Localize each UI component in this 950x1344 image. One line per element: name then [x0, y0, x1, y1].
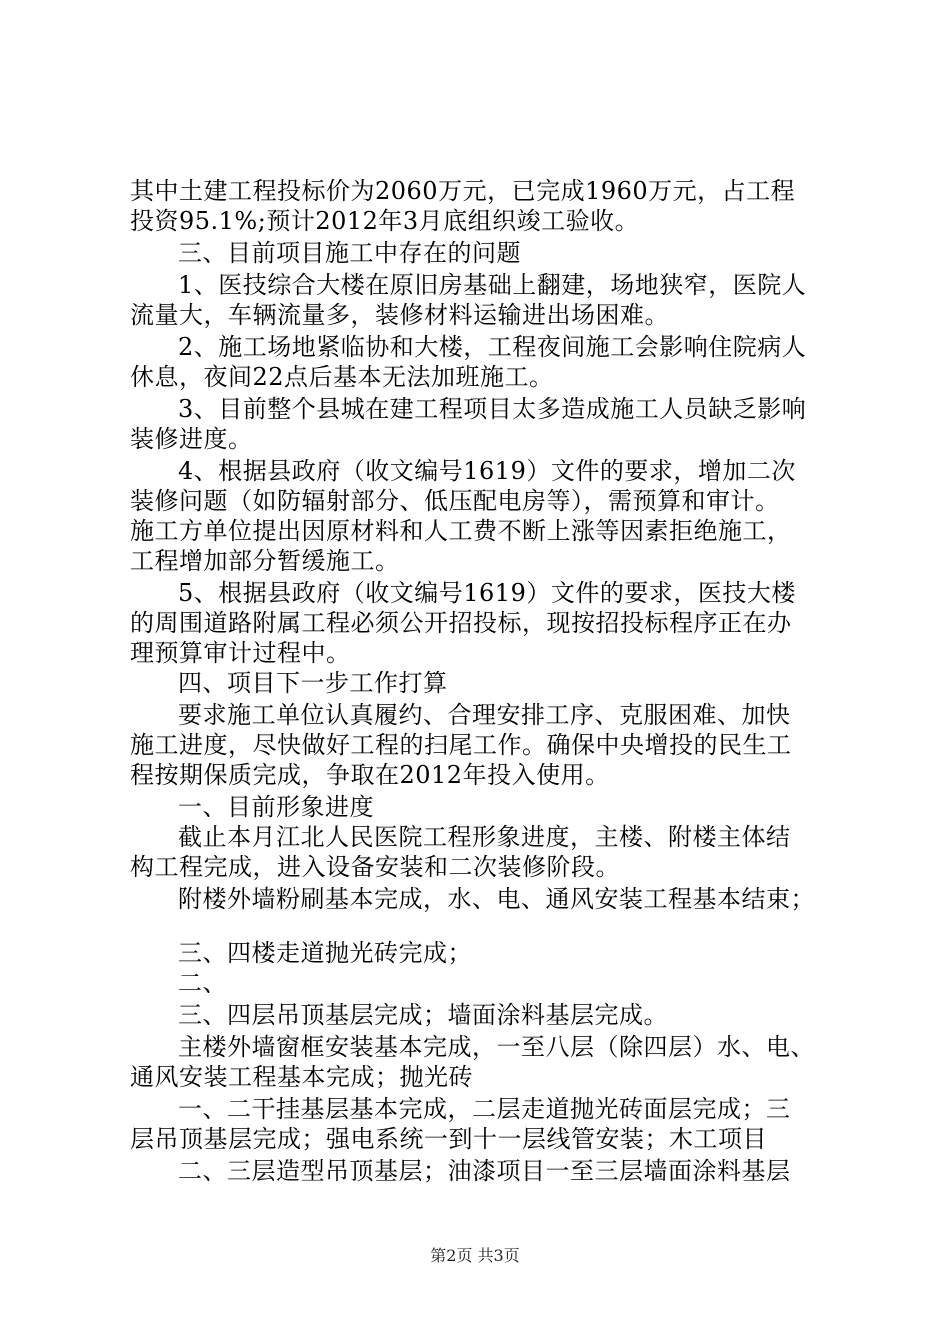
text-line: 程按期保质完成，争取在2012年投入使用。 [130, 761, 610, 789]
text-line: 三、四楼走道抛光砖完成； [178, 939, 472, 967]
section-heading: 四、项目下一步工作打算 [178, 669, 448, 697]
section-heading: 三、目前项目施工中存在的问题 [178, 239, 521, 267]
text-line: 三、四层吊顶基层完成；墙面涂料基层完成。 [178, 1001, 668, 1029]
section-heading: 一、目前形象进度 [178, 793, 374, 821]
text-line: 截止本月江北人民医院工程形象进度，主楼、附楼主体结 [178, 823, 791, 851]
text-line: 二、 [178, 969, 227, 997]
text-line: 通风安装工程基本完成；抛光砖 [130, 1063, 473, 1091]
text-line: 装修进度。 [130, 425, 253, 453]
text-line: 4、根据县政府（收文编号1619）文件的要求，增加二次 [178, 457, 796, 485]
text-line: 工程增加部分暂缓施工。 [130, 547, 400, 575]
text-line: 的周围道路附属工程必须公开招投标，现按招投标程序正在办 [130, 609, 792, 637]
text-line: 二、三层造型吊顶基层；油漆项目一至三层墙面涂料基层 [178, 1157, 791, 1185]
text-line: 附楼外墙粉刷基本完成，水、电、通风安装工程基本结束； [178, 885, 815, 913]
text-line: 5、根据县政府（收文编号1619）文件的要求，医技大楼 [178, 579, 796, 607]
text-line: 2、施工场地紧临协和大楼，工程夜间施工会影响住院病人 [178, 333, 807, 361]
text-line: 理预算审计过程中。 [130, 639, 351, 667]
text-line: 层吊顶基层完成；强电系统一到十一层线管安装；木工项目 [130, 1125, 767, 1153]
text-line: 构工程完成，进入设备安装和二次装修阶段。 [130, 853, 620, 881]
text-line: 一、二干挂基层基本完成，二层走道抛光砖面层完成；三 [178, 1095, 791, 1123]
text-line: 3、目前整个县城在建工程项目太多造成施工人员缺乏影响 [178, 395, 807, 423]
text-line: 1、医技综合大楼在原旧房基础上翻建，场地狭窄，医院人 [178, 271, 807, 299]
text-line: 装修问题（如防辐射部分、低压配电房等），需预算和审计。 [130, 487, 780, 515]
text-line: 休息，夜间22点后基本无法加班施工。 [130, 363, 554, 391]
text-line: 流量大，车辆流量多，装修材料运输进出场困难。 [130, 301, 669, 329]
page-number-footer: 第2页 共3页 [430, 1246, 520, 1265]
text-line: 要求施工单位认真履约、合理安排工序、克服困难、加快 [178, 701, 791, 729]
text-line: 施工方单位提出因原材料和人工费不断上涨等因素拒绝施工， [130, 517, 792, 545]
text-line: 施工进度，尽快做好工程的扫尾工作。确保中央增投的民生工 [130, 731, 792, 759]
text-line: 其中土建工程投标价为2060万元，已完成1960万元，占工程 [130, 177, 796, 205]
text-line: 主楼外墙窗框安装基本完成，一至八层（除四层）水、电、 [178, 1033, 815, 1061]
text-line: 投资95.1%;预计2012年3月底组织竣工验收。 [130, 207, 640, 235]
